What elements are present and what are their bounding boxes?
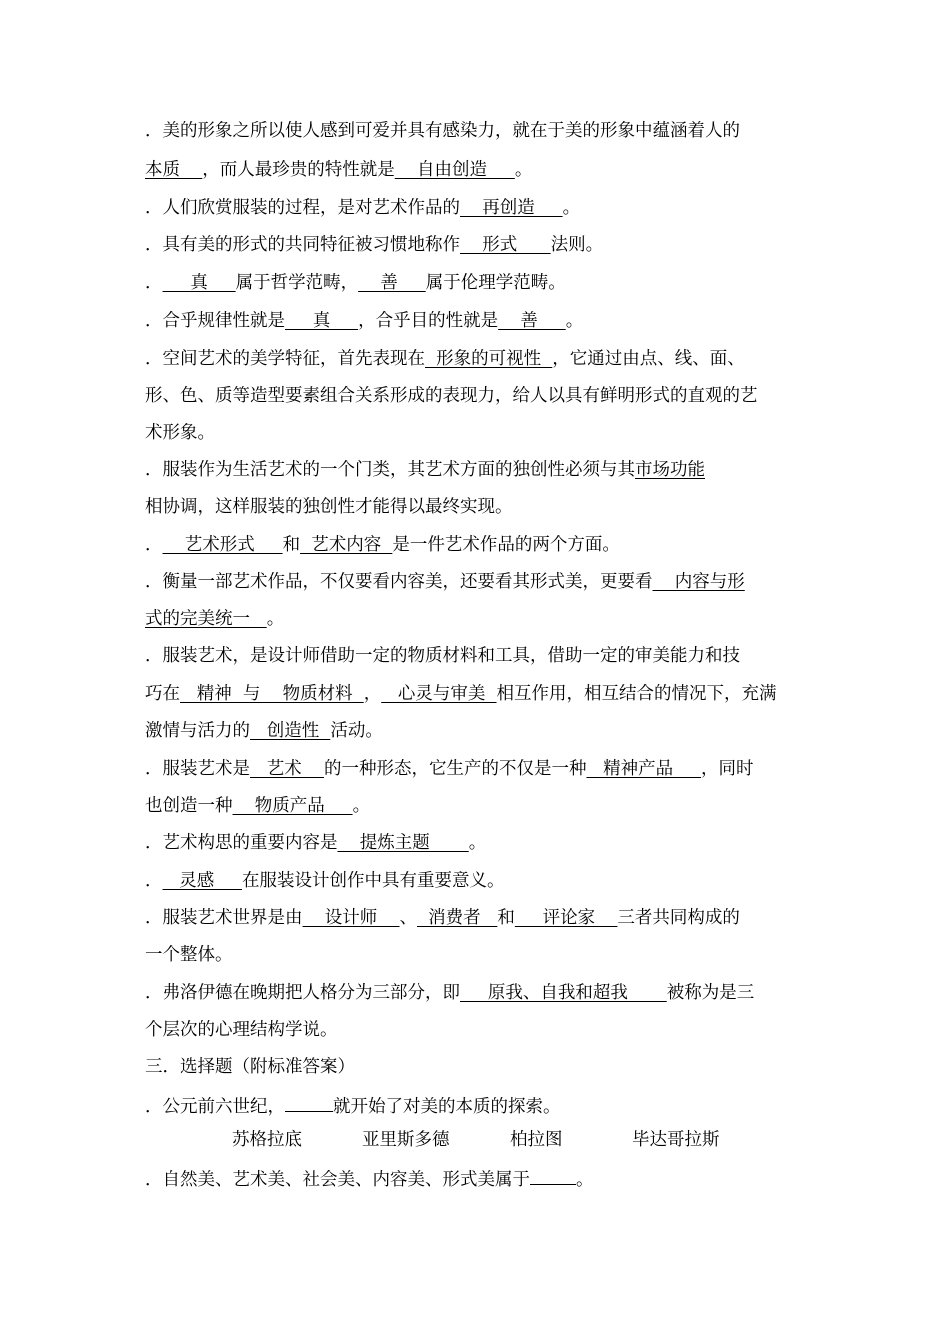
q9-text: ．衡量一部艺术作品，不仅要看内容美，还要看其形式美，更要看 xyxy=(145,572,653,592)
q5-line xyxy=(145,309,815,333)
q6-line2 xyxy=(145,384,815,408)
q8-text3: 是一件艺术作品的两个方面。 xyxy=(392,535,620,555)
section-heading-text: 三．选择题（附标准答案） xyxy=(145,1057,355,1077)
q14-answer2: 消费者 xyxy=(417,908,498,928)
q6-line3 xyxy=(145,421,815,445)
q9-answer1: 内容与形 xyxy=(652,572,745,592)
q11-text5: 。 xyxy=(352,796,371,816)
q14-text4: 三者共同构成的 xyxy=(617,908,740,928)
q10-answer3: 创造性 xyxy=(250,721,331,741)
q9-answer2: 式的完美统一 xyxy=(145,609,267,629)
q15-text2: 被称为是三 xyxy=(666,983,755,1003)
section3-heading xyxy=(145,1055,815,1079)
choice2-blank xyxy=(530,1166,576,1185)
q13-answer: 灵感 xyxy=(162,871,243,891)
q15-line2 xyxy=(145,1018,815,1042)
q4-answer2: 善 xyxy=(358,273,426,293)
q15-line1 xyxy=(145,981,815,1005)
q3-line xyxy=(145,233,815,257)
q12-line xyxy=(145,831,815,855)
q10-line1 xyxy=(145,644,815,668)
q10-text5: 激情与活力的 xyxy=(145,721,250,741)
q6-text3: 形、色、质等造型要素组合关系形成的表现力，给人以具有鲜明形式的直观的艺 xyxy=(145,386,758,406)
q1-text2: ，而人最珍贵的特性就是 xyxy=(202,160,395,180)
q5-text3: 。 xyxy=(565,311,584,331)
q8-answer2: 艺术内容 xyxy=(300,535,393,555)
q11-text4: 也创造一种 xyxy=(145,796,233,816)
choice1-blank xyxy=(285,1093,333,1112)
q15-text3: 个层次的心理结构学说。 xyxy=(145,1020,338,1040)
q12-text: ．艺术构思的重要内容是 xyxy=(145,833,338,853)
q4-text3: 属于伦理学范畴。 xyxy=(425,273,566,293)
q4-answer1: 真 xyxy=(162,273,236,293)
option-d: 毕达哥拉斯 xyxy=(632,1130,720,1150)
q13-text2: 在服装设计创作中具有重要意义。 xyxy=(242,871,505,891)
q5-answer1: 真 xyxy=(285,311,359,331)
choice1-text2: 就开始了对美的本质的探索。 xyxy=(333,1097,561,1117)
q1-answer1: 本质 xyxy=(145,160,203,180)
q1-line1 xyxy=(145,119,815,143)
q13-text: ． xyxy=(145,871,163,891)
q11-line1 xyxy=(145,757,815,781)
q11-text: ．服装艺术是 xyxy=(145,759,250,779)
q10-text4: 相互作用，相互结合的情况下，充满 xyxy=(496,684,777,704)
q10-line2 xyxy=(145,682,815,706)
q3-answer: 形式 xyxy=(460,235,551,255)
q15-text: ．弗洛伊德在晚期把人格分为三部分，即 xyxy=(145,983,460,1003)
q7-line2 xyxy=(145,495,815,519)
q3-text: ．具有美的形式的共同特征被习惯地称作 xyxy=(145,235,460,255)
q11-line2 xyxy=(145,794,815,818)
q2-line xyxy=(145,196,815,220)
q14-line1 xyxy=(145,906,815,930)
q14-line2 xyxy=(145,943,815,967)
q12-answer: 提炼主题 xyxy=(337,833,469,853)
q10-line3 xyxy=(145,719,815,743)
q2-text2: 。 xyxy=(562,198,581,218)
q14-text5: 一个整体。 xyxy=(145,945,233,965)
option-b: 亚里斯多德 xyxy=(362,1130,450,1150)
q5-text: ．合乎规律性就是 xyxy=(145,311,285,331)
q7-line1 xyxy=(145,458,815,482)
q11-text3: ，同时 xyxy=(700,759,754,779)
q10-text: ．服装艺术，是设计师借助一定的物质材料和工具，借助一定的审美能力和技 xyxy=(145,646,740,666)
q11-answer2: 精神产品 xyxy=(586,759,701,779)
q6-text: ．空间艺术的美学特征，首先表现在 xyxy=(145,349,425,369)
option-c: 柏拉图 xyxy=(510,1130,563,1150)
q15-answer: 原我、自我和超我 xyxy=(460,983,667,1003)
q1-answer2: 自由创造 xyxy=(394,160,515,180)
q8-text2: 和 xyxy=(282,535,301,555)
q4-text2: 属于哲学范畴， xyxy=(235,273,359,293)
q1-text3: 。 xyxy=(514,160,533,180)
q2-text: ．人们欣赏服装的过程，是对艺术作品的 xyxy=(145,198,460,218)
q11-answer1: 艺术 xyxy=(250,759,324,779)
q1-text: ．美的形象之所以使人感到可爱并具有感染力，就在于美的形象中蕴涵着人的 xyxy=(145,121,740,141)
q12-text2: 。 xyxy=(468,833,487,853)
q8-answer1: 艺术形式 xyxy=(162,535,283,555)
q14-answer3: 评论家 xyxy=(514,908,618,928)
option-a: 苏格拉底 xyxy=(232,1130,302,1150)
choice2-text: ．自然美、艺术美、社会美、内容美、形式美属于 xyxy=(145,1170,530,1190)
q9-text2: 。 xyxy=(266,609,285,629)
q6-answer: 形象的可视性 xyxy=(425,349,553,369)
q13-line xyxy=(145,869,815,893)
q5-text2: ，合乎目的性就是 xyxy=(358,311,499,331)
q10-text3: ， xyxy=(363,684,382,704)
q5-answer2: 善 xyxy=(498,311,566,331)
q10-text6: 活动。 xyxy=(330,721,383,741)
q10-text2: 巧在 xyxy=(145,684,180,704)
q14-text: ．服装艺术世界是由 xyxy=(145,908,303,928)
q8-text: ． xyxy=(145,535,163,555)
q10-answer1: 精神 与 物质材料 xyxy=(180,684,364,704)
q14-answer1: 设计师 xyxy=(302,908,400,928)
q4-text: ． xyxy=(145,273,163,293)
q14-text2: 、 xyxy=(399,908,418,928)
q9-line1 xyxy=(145,570,815,594)
q4-line xyxy=(145,271,815,295)
q11-answer3: 物质产品 xyxy=(232,796,353,816)
q6-text4: 术形象。 xyxy=(145,423,215,443)
q7-answer: 市场功能 xyxy=(635,460,705,480)
q11-text2: 的一种形态，它生产的不仅是一种 xyxy=(323,759,587,779)
q7-text: ．服装作为生活艺术的一个门类，其艺术方面的独创性必须与其 xyxy=(145,460,635,480)
choice1-text: ．公元前六世纪， xyxy=(145,1097,285,1117)
q1-line2 xyxy=(145,158,815,182)
choice2-text2: 。 xyxy=(576,1170,594,1190)
choice1-line xyxy=(145,1093,815,1119)
q6-text2: ，它通过由点、线、面、 xyxy=(552,349,745,369)
choice2-line xyxy=(145,1166,815,1192)
q3-text2: 法则。 xyxy=(550,235,604,255)
q14-text3: 和 xyxy=(497,908,515,928)
q6-line1 xyxy=(145,347,815,371)
q8-line xyxy=(145,533,815,557)
q10-answer2: 心灵与审美 xyxy=(381,684,497,704)
q2-answer: 再创造 xyxy=(460,198,563,218)
q9-line2 xyxy=(145,607,815,631)
q7-text2: 相协调，这样服装的独创性才能得以最终实现。 xyxy=(145,497,513,517)
